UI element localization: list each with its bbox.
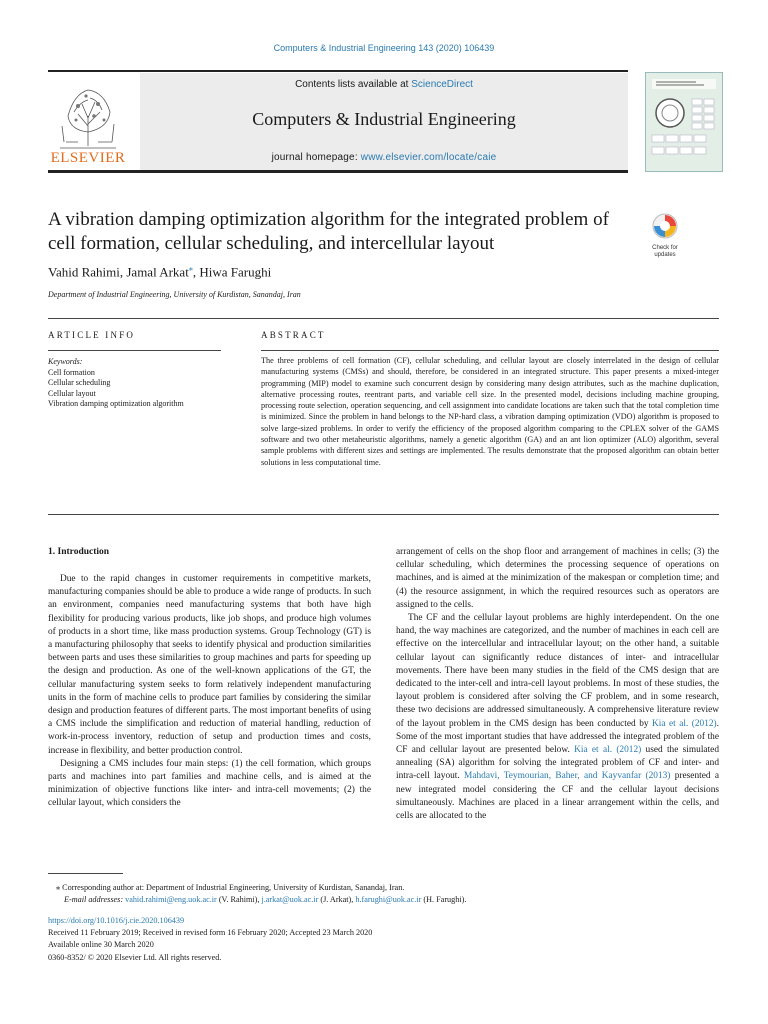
abstract-text: The three problems of cell formation (CF), cellular scheduling, and cellular layout are closely interrelated in the design of cellular manufacturing systems (CMSs) and should, therefore, be considered in an integrated structure. This paper presents a mixed-integer programming (MIP) model to examine such concurrent design by considering many design attributes, such as the machine duplication, alternative processing routes, reentrant parts, and variable cell size. In the presented model, decisions including machine grouping, processing route selection, operation sequencing, and cell assignment into candidate locations are taken such that the total completion time is minimized. Since the problem in hand belongs to the NP-hard class, a vibration damping optimization (VDO) algorithm is proposed to solve large-sized problems. In order to verify the efficiency of the proposed algorithm comparing to the CPLEX solver of the GAMS software and two other metaheuristic algorithms, namely a genetic algorithm (GA) and an ant lion optimizer (ALO) algorithm, several sample problems with different sizes and settings are implemented. The results demonstrate that the proposed algorithm can obtain better solutions in less computational time. <box>261 356 719 467</box>
intro-paragraph-4 <box>396 612 719 823</box>
p4-text-c: used the simulated annealing (SA) algorithm for solving the integrated problem of CF and inter- and intra-cell layout. <box>396 745 719 782</box>
journal-cover-thumbnail[interactable] <box>645 72 723 172</box>
header-top-rule <box>48 70 628 72</box>
journal-citation[interactable]: Computers & Industrial Engineering 143 (2020) 106439 <box>273 43 495 53</box>
check-for-updates-button[interactable] <box>650 212 680 258</box>
sciencedirect-link[interactable]: ScienceDirect <box>411 79 473 90</box>
article-title-line-1: A vibration damping optimization algorithm for the integrated problem of <box>48 209 609 230</box>
ref-kia-2012-a[interactable]: Kia et al. (2012) <box>652 718 717 729</box>
keyword-item: Cell formation <box>48 367 95 377</box>
crossmark-icon <box>650 212 680 240</box>
ref-mahdavi-2013[interactable]: Mahdavi, Teymourian, Baher, and Kayvanfar (2013) <box>464 771 671 782</box>
contents-line <box>140 79 628 90</box>
article-title-line-2: cell formation, cellular scheduling, and intercellular layout <box>48 233 495 254</box>
intro-paragraph-2: Designing a CMS includes four main steps: (1) the cell formation, which groups parts and machines into part families and machine cells, and is aimed at the minimization of objective functions like inter- and intra-cell movements; (2) the cellular layout, which considers the <box>48 758 371 809</box>
keyword-item: Cellular scheduling <box>48 378 111 387</box>
author-rahimi: Vahid Rahimi, <box>48 264 127 280</box>
author-farughi: , Hiwa Farughi <box>192 264 272 280</box>
email-rahimi[interactable]: vahid.rahimi@eng.uok.ac.ir <box>125 895 217 904</box>
available-online: Available online 30 March 2020 <box>48 940 154 949</box>
homepage-link[interactable]: www.elsevier.com/locate/caie <box>360 152 497 163</box>
body-column-right <box>396 546 719 823</box>
body-column-left <box>48 573 371 811</box>
intro-paragraph-3: arrangement of cells on the shop floor and arrangement of machines in cells; (3) the cellular scheduling, which determines the processing sequence of operations on machines, and is aimed at the minimization of the makespan or completion time; and (4) the resource assignment, in which the required resources such as operators are assigned to the cells. <box>396 547 719 610</box>
email-addresses <box>64 895 466 904</box>
contents-prefix: Contents lists available at <box>295 79 412 90</box>
article-info-rule <box>48 350 221 351</box>
email-name-1: (V. Rahimi), <box>216 895 262 904</box>
keywords-block <box>48 357 223 410</box>
footnote-rule <box>48 873 123 874</box>
abstract-bottom-rule <box>48 514 719 515</box>
copyright: 0360-8352/ © 2020 Elsevier Ltd. All rights reserved. <box>48 953 222 962</box>
email-name-3: (H. Farughi). <box>421 895 467 904</box>
email-name-2: (J. Arkat), <box>318 895 356 904</box>
footnote-mark: ⁎ <box>56 883 61 892</box>
p4-text-d: presented a new integrated model considering the CF and the cellular layout decisions simultaneously. Machines are placed in a linear arrangement within the cells, and cells are allocated to the <box>396 771 719 822</box>
affiliation: Department of Industrial Engineering, University of Kurdistan, Sanandaj, Iran <box>48 290 301 299</box>
received-dates: Received 11 February 2019; Received in revised form 16 February 2020; Accepted 23 March 2020 <box>48 928 373 937</box>
footnote-text: Corresponding author at: Department of Industrial Engineering, University of Kurdistan, Sanandaj, Iran. <box>60 883 405 892</box>
homepage-prefix: journal homepage: <box>271 152 361 163</box>
author-list <box>48 264 271 280</box>
section-top-rule <box>48 318 719 319</box>
email-label: E-mail addresses: <box>64 895 126 904</box>
crossmark-text-2: updates <box>654 252 676 258</box>
corresponding-author-footnote <box>56 882 404 892</box>
doi-link[interactable]: https://doi.org/10.1016/j.cie.2020.106439 <box>48 916 185 925</box>
intro-paragraph-1: Due to the rapid changes in customer requirements in competitive markets, manufacturing companies should be able to produce a wide range of products. In such an environment, companies need manufacturing systems that both have high flexibility for producing various products, like job shops, and produce high volumes of products in a short time, like mass production systems. Group Technology (GT) is a manufacturing philosophy that seeks to identify physical and production similarities between parts and uses these similarities to group machines and parts for speeding up the design and production. As one of the well-known applications of the GT, the cellular manufacturing system seeks to form relatively independent manufacturing units in the form of machine cells to produce part families by considering the similar design and production features of different parts. The most important benefits of using a CMS include the simplification and reduction of material handling, reduction of work-in-process inventory, reduction of setup and production times and costs, increase in flexibility, and better production control. <box>48 574 371 756</box>
journal-homepage-line <box>140 152 628 163</box>
email-arkat[interactable]: j.arkat@uok.ac.ir <box>261 895 319 904</box>
corresponding-author-mark[interactable]: ⁎ <box>188 264 193 273</box>
p4-text-b: . Some of the most important studies that have addressed the integrated problem of the CF and cellular layout are presented below. <box>396 718 720 756</box>
ref-kia-2012-b[interactable]: Kia et al. (2012) <box>574 745 642 756</box>
email-farughi[interactable]: h.farughi@uok.ac.ir <box>355 895 422 904</box>
author-arkat: Jamal Arkat <box>126 264 189 280</box>
introduction-heading: 1. Introduction <box>48 547 110 557</box>
keyword-item: Vibration damping optimization algorithm <box>48 399 184 408</box>
keyword-item: Cellular layout <box>48 388 96 398</box>
keywords-label: Keywords: <box>48 357 83 366</box>
header-bottom-rule <box>48 170 628 173</box>
p4-text-a: The CF and the cellular layout problems are highly interdependent. On the one hand, the way machines are categorized, and the number of machines in each cell are effective on the intercellular and intracellular layout; on the other hand, a suitable cellular layout can significantly reduce distances of inter- and intracellular movements. There have been many studies in the field of the CMS design that are dedicated to the inter-cell and intra-cell layout problems. In most of these studies, the layout problem is considered after solving the CF problem, and in some research, these two decisions are addressed simultaneously. A comprehensive literature review of the layout problem in the CMS design has been conducted by <box>396 613 719 729</box>
article-info-heading: ARTICLE INFO <box>48 330 136 340</box>
article-title <box>48 208 638 256</box>
abstract-rule <box>261 350 719 351</box>
abstract-heading: ABSTRACT <box>261 330 326 340</box>
journal-title: Computers & Industrial Engineering <box>252 109 516 129</box>
crossmark-text-1: Check for <box>652 245 678 251</box>
publisher-logo-text[interactable]: ELSEVIER <box>50 150 126 166</box>
